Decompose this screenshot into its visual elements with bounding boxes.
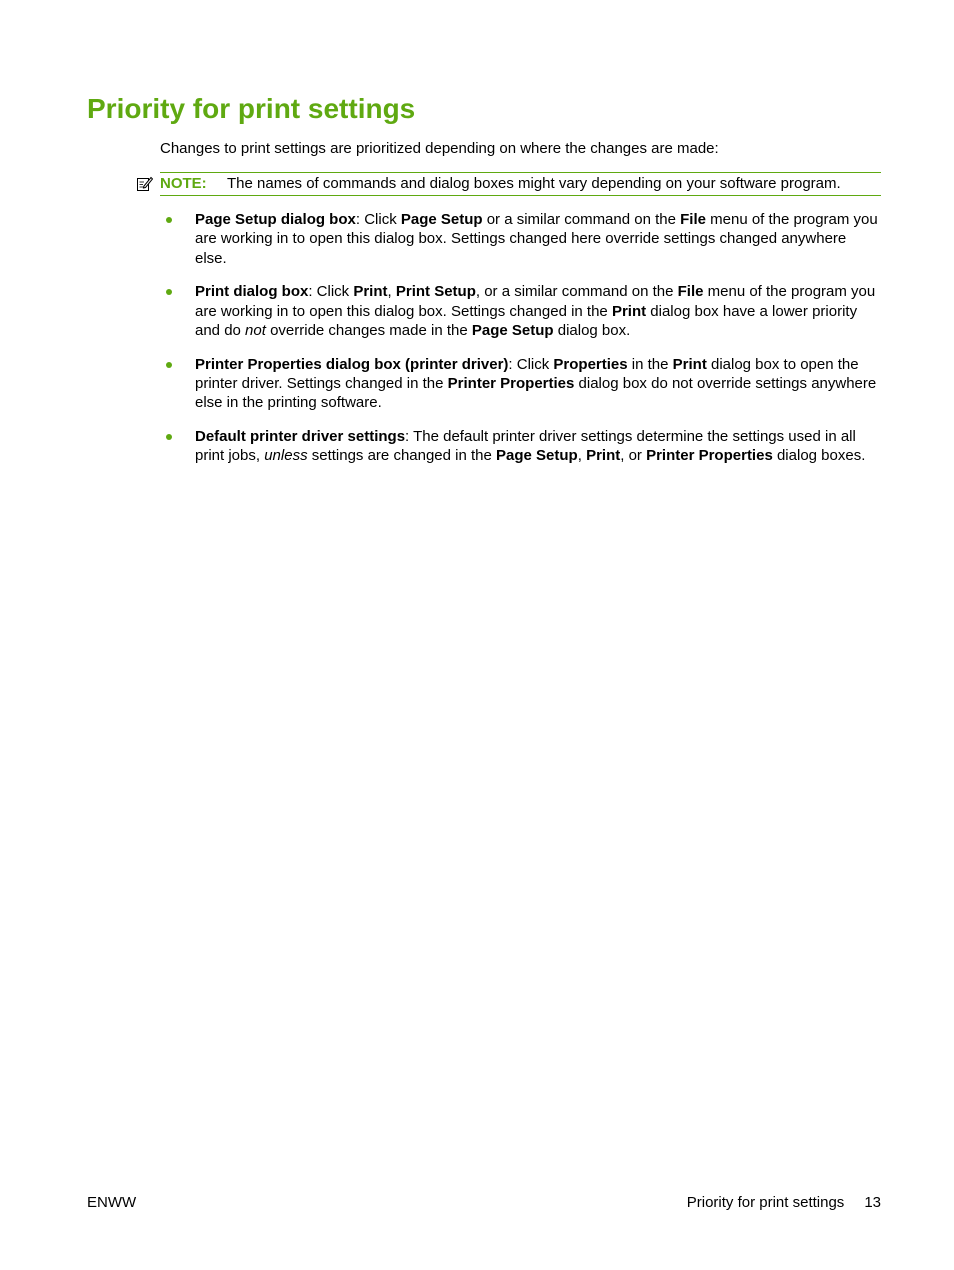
bullet-item-printer-properties (160, 355, 881, 413)
note-box (160, 172, 881, 196)
bullet-item-page-setup (160, 210, 881, 268)
note-label: NOTE: (160, 175, 207, 192)
text-run: : Click (508, 355, 554, 373)
bold-term: Print (672, 355, 707, 373)
text-run: dialog boxes. (772, 447, 866, 465)
text-run: menu of the program you are working in to open this dialog box. Settings changed in the (195, 283, 876, 320)
bold-term: Printer Properties dialog box (printer driver) (195, 355, 509, 373)
text-run: : The default printer driver settings determine the settings used in all print jobs, (195, 428, 856, 465)
bold-term: File (680, 211, 706, 228)
bold-term: Print dialog box (195, 283, 309, 301)
text-run: dialog box to open the printer driver. Settings changed in the (195, 355, 859, 393)
emphasis-text: unless (264, 447, 308, 465)
bold-term: Printer Properties (646, 447, 773, 465)
bold-term: Page Setup (471, 321, 554, 339)
bullet-item-print-dialog (160, 282, 881, 340)
bold-term: Print (586, 447, 621, 465)
text-run: in the (627, 355, 673, 373)
note-text: The names of commands and dialog boxes might vary depending on your software program. (227, 175, 841, 192)
bold-term: Printer Properties (447, 375, 575, 393)
footer-left-label: ENWW (87, 1194, 137, 1211)
bullet-text (195, 211, 878, 267)
text-run: , or a similar command on the (475, 283, 678, 301)
bullet-text (195, 428, 865, 464)
bold-term: Default printer driver settings (195, 428, 406, 446)
text-run: dialog box have a lower priority and do (195, 302, 858, 339)
bullet-dot (166, 434, 172, 440)
bullet-item-default-driver (160, 427, 881, 466)
text-run: , or (620, 447, 647, 465)
bold-term: Page Setup (496, 447, 578, 465)
emphasis-text: not (245, 321, 266, 339)
intro-paragraph: Changes to print settings are prioritized depending on where the changes are made: (160, 140, 719, 157)
page-number: 13 (864, 1194, 881, 1211)
note-pencil-icon (136, 175, 153, 192)
text-run: : Click (308, 283, 354, 301)
page-title: Priority for print settings (87, 93, 416, 124)
bold-term: Page Setup dialog box (195, 211, 356, 228)
text-run: dialog box do not override settings anywhere else in the printing software. (195, 375, 877, 412)
bullet-dot (166, 217, 172, 223)
bold-term: Print (353, 283, 388, 301)
text-run: , (387, 283, 396, 301)
text-run: , (577, 447, 587, 465)
bold-term: Print Setup (395, 283, 476, 301)
text-run: settings are changed in the (307, 447, 497, 465)
text-run: override changes made in the (265, 321, 472, 339)
text-run: dialog box. (553, 321, 631, 339)
bullet-dot (166, 362, 172, 368)
bullet-text (195, 356, 876, 412)
bullet-text (195, 283, 875, 339)
text-run: : Click (355, 211, 401, 228)
bullet-list (160, 210, 881, 480)
bold-term: Print (611, 302, 647, 320)
footer-section-title: Priority for print settings (686, 1194, 845, 1211)
bold-term: Page Setup (400, 211, 483, 228)
footer-right (687, 1194, 881, 1211)
bullet-dot (166, 289, 172, 295)
bold-term: File (677, 283, 704, 301)
bold-term: Properties (553, 355, 628, 373)
text-run: or a similar command on the (482, 211, 681, 228)
text-run: menu of the program you are working in to open this dialog box. Settings changed here override settings changed anywhere else. (195, 211, 878, 267)
